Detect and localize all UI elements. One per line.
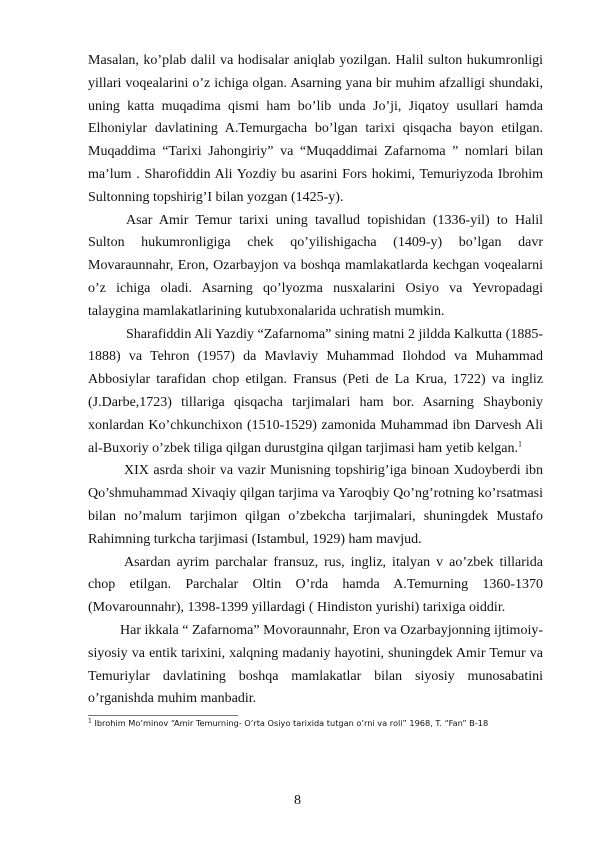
paragraph-5: Asardan ayrim parchalar fransuz, rus, ingliz, italyan v ao’zbek tillarida chop etilgan. Parchalar Oltin O’rda hamda A.Temurning 1360-1370 (Movarounnahr), 1398-1399 yillardagi ( Hindiston yurishi) tarixiga oiddir.	[88, 554, 543, 616]
footnote-text: Ibrohim Mo’minov “Amir Temurning- O’rta Osiyo tarixida tutgan o’rni va roli” 1968, T. “Fan” B-18	[94, 718, 489, 729]
paragraph-4: XIX asrda shoir va vazir Munisning topshirig’iga binoan Xudoyberdi ibn Qo’shmuhammad Xivaqiy qilgan tarjima va Yaroqbiy Qo’ng’rotning ko’rsatmasi bilan no’malum tarjimon qilgan o’zbekcha tarjimalari, shuningdek Mustafo Rahimning turkcha tarjimasi (Istambul, 1929) ham mavjud.	[88, 463, 543, 547]
footnote-number: 1	[88, 717, 92, 725]
document-body	[88, 50, 543, 729]
page-number: 8	[294, 793, 301, 808]
footnote-separator	[88, 715, 238, 716]
paragraph-2: Asar Amir Temur tarixi uning tavallud topishidan (1336-yil) to Halil Sulton hukumronligiga chek qo’yilishigacha (1409-y) bo’lgan davr Movaraunnahr, Eron, Ozarbayjon va boshqa mamlakatlarda kechgan voqealarni o’z ichiga oladi. Asarning qo’lyozma nusxalarini Osiyo va Yevropadagi talaygina mamlakatlarining kutubxonalarida uchratish mumkin.	[88, 212, 543, 319]
footnote-reference[interactable]: 1	[518, 438, 523, 448]
paragraph-1: Masalan, ko’plab dalil va hodisalar aniqlab yozilgan. Halil sulton hukumronligi yillari voqealarini o’z ichiga olgan. Asarning yana bir muhim afzalligi shundaki, uning katta muqadima qismi ham bo’lib unda Jo’ji, Jiqatoy usullari hamda Elhoniylar davlatining A.Temurgacha bo’lgan tarixi qisqacha bayon etilgan. Muqaddima “Tarixi Jahongiriy” va “Muqaddimai Zafarnoma ” nomlari bilan ma’lum . Sharofiddin Ali Yozdiy bu asarini Fors hokimi, Temuriyzoda Ibrohim Sultonning topshirig’I bilan yozgan (1425-y).	[88, 53, 543, 205]
paragraph-3	[88, 324, 543, 461]
paragraph-3-text: Sharafiddin Ali Yazdiy “Zafarnoma” sining matni 2 jildda Kalkutta (1885-1888) va Tehron (1957) da Mavlaviy Muhammad Ilohdod va Muhammad Abbosiylar tarafidan chop etilgan. Fransus (Peti de La Krua, 1722) va ingliz (J.Darbe,1723) tillariga qisqacha tarjimalari ham bor. Asarning Shayboniy xonlardan Ko’chkunchixon (1510-1529) zamonida Muhammad ibn Darvesh Ali al-Buxoriy o’zbek tiliga qilgan durustgina qilgan tarjimasi ham yetib kelgan.	[88, 326, 543, 456]
paragraph-6: Har ikkala “ Zafarnoma” Movoraunnahr, Eron va Ozarbayjonning ijtimoiy-siyosiy va entik tarixini, xalqning madaniy hayotini, shuningdek Amir Temur va Temuriylar davlatining boshqa mamlakatlar bilan siyosiy munosabatini o’rganishda muhim manbadir.	[88, 622, 543, 707]
footnote	[88, 718, 543, 729]
